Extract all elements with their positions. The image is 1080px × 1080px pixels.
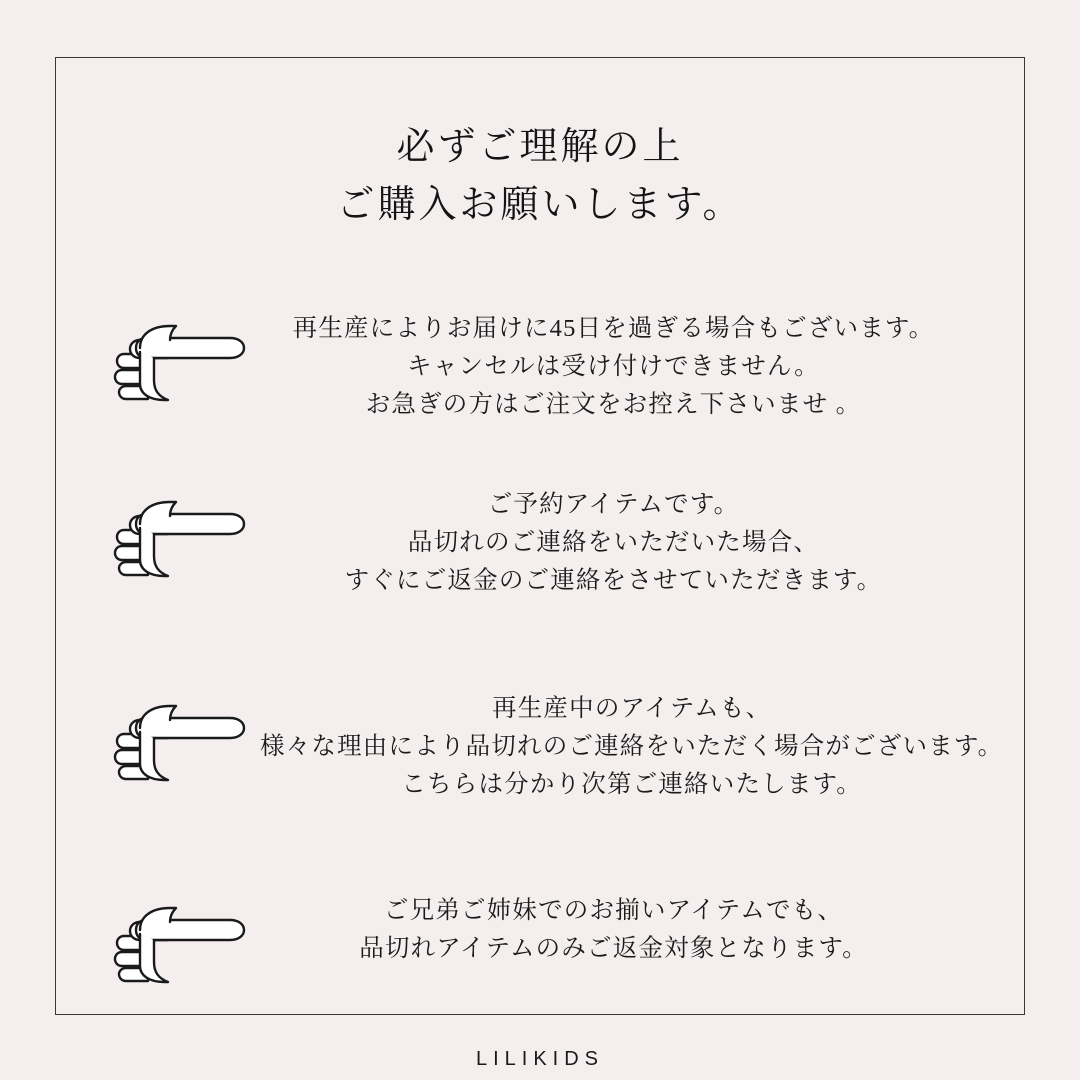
notice-line: 再生産中のアイテムも、 [492, 695, 772, 722]
notice-item [55, 486, 1025, 600]
notice-text [260, 486, 1025, 600]
brand-logo: LILIKIDS [475, 1048, 605, 1070]
notice-item [55, 310, 1025, 424]
notice-line: 再生産によりお届けに45日を過ぎる場合もございます。 [292, 315, 935, 342]
notice-list [55, 300, 1025, 986]
pointing-hand-icon [110, 698, 260, 784]
notice-line: すぐにご返金のご連絡をさせていただきます。 [344, 567, 883, 594]
notice-text [260, 892, 1025, 968]
notice-line: 品切れのご連絡をいただいた場合、 [407, 529, 820, 556]
pointing-hand-icon [110, 318, 260, 404]
notice-text [260, 310, 1025, 424]
notice-line: ご予約アイテムです。 [487, 491, 740, 518]
notice-item [55, 690, 1025, 804]
notice-text [260, 690, 1043, 804]
notice-line: キャンセルは受け付けできません。 [407, 353, 820, 380]
notice-line: こちらは分かり次第ご連絡いたします。 [401, 771, 862, 798]
notice-line: 品切れアイテムのみご返金対象となります。 [359, 935, 868, 962]
notice-line: お急ぎの方はご注文をお控え下さいませ 。 [365, 391, 862, 418]
page-title-line-1: 必ずご理解の上 [396, 126, 684, 168]
page-title-line-2: ご購入お願いします。 [336, 184, 744, 226]
pointing-hand-icon [110, 494, 260, 580]
notice-item [55, 892, 1025, 986]
notice-line: ご兄弟ご姉妹でのお揃いアイテムでも、 [383, 897, 844, 924]
notice-line: 様々な理由により品切れのご連絡をいただく場合がございます。 [260, 733, 1004, 760]
page-title [55, 118, 1025, 234]
pointing-hand-icon [110, 900, 260, 986]
